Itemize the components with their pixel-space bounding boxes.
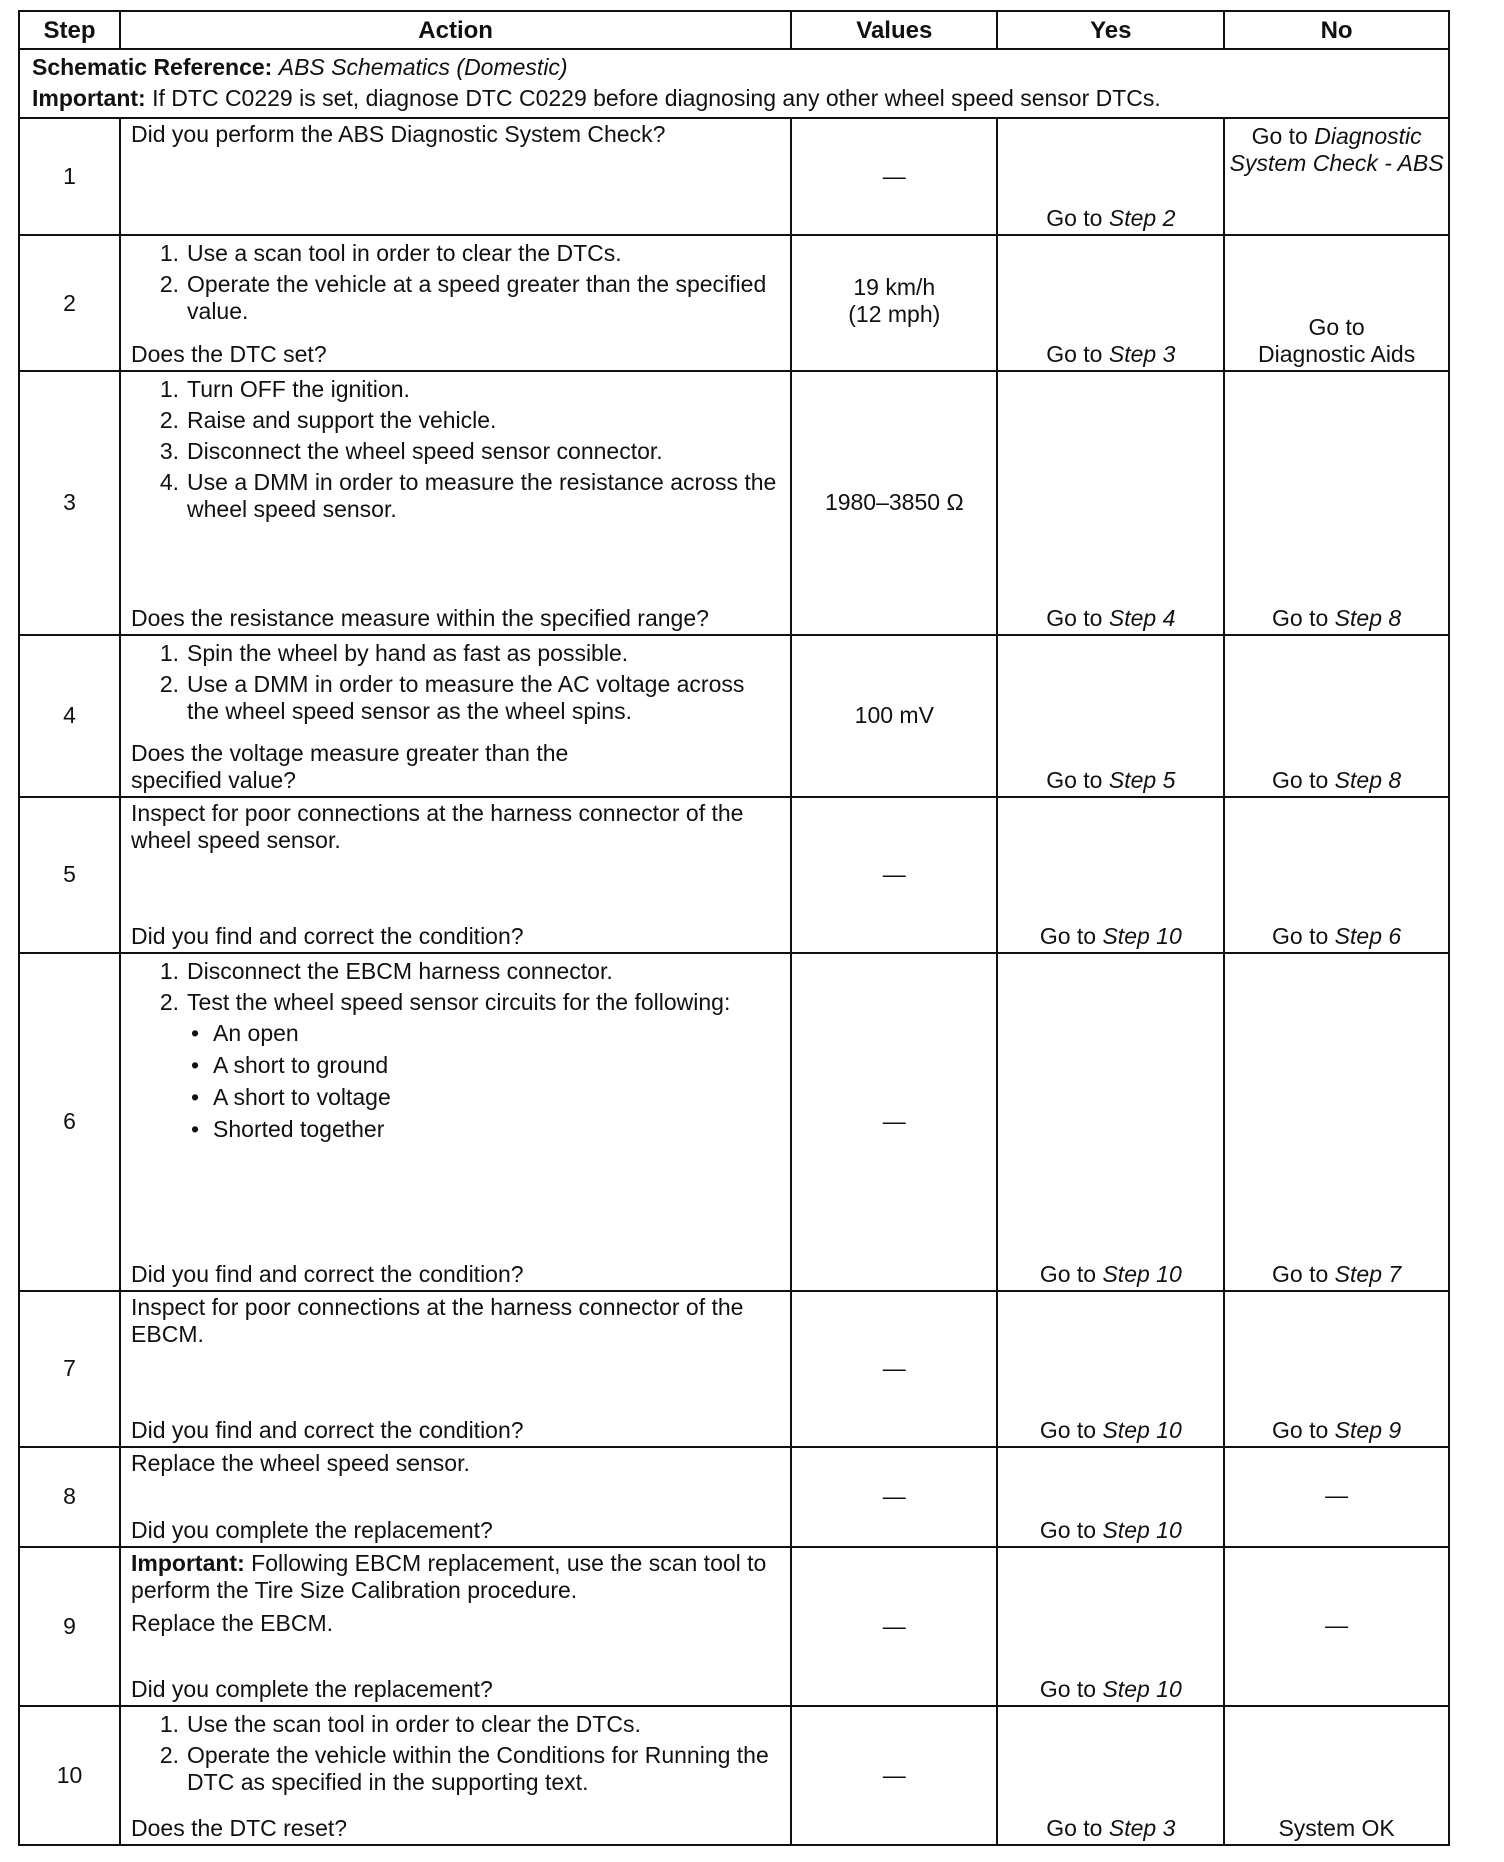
list-item: 1. Spin the wheel by hand as fast as possible. xyxy=(159,639,629,666)
header-action: Action xyxy=(120,11,791,49)
yes-step-link[interactable]: Step 10 xyxy=(1102,922,1182,949)
list-item: 1. Disconnect the EBCM harness connector. xyxy=(159,957,613,984)
table-row xyxy=(19,1547,1449,1706)
header-no: No xyxy=(1224,11,1449,49)
list-item: 1. Use the scan tool in order to clear the DTCs. xyxy=(159,1711,641,1738)
important-label: Important: xyxy=(131,1550,245,1577)
step-number: 9 xyxy=(19,1547,120,1706)
action-question: Did you perform the ABS Diagnostic System Check? xyxy=(131,120,666,147)
action-steps xyxy=(131,958,780,1016)
value-cell: — xyxy=(791,1706,997,1845)
action-question: Does the voltage measure greater than the specified value? xyxy=(131,739,569,793)
value-cell: — xyxy=(791,953,997,1291)
list-item: 2. Use a DMM in order to measure the AC voltage across the wheel speed sensor as the wheel spins. xyxy=(159,670,745,724)
yes-step-link[interactable]: Step 10 xyxy=(1102,1416,1182,1443)
yes-step-link[interactable]: Step 10 xyxy=(1102,1260,1182,1287)
table-row xyxy=(19,1291,1449,1447)
action-text: Inspect for poor connections at the harness connector of the EBCM. xyxy=(131,1293,744,1347)
header-yes: Yes xyxy=(997,11,1224,49)
value-cell: 100 mV xyxy=(791,635,997,797)
action-question: Did you find and correct the condition? xyxy=(131,922,524,949)
value-cell: — xyxy=(791,1447,997,1548)
no-cell: — xyxy=(1224,1447,1449,1548)
yes-step-link[interactable]: Step 2 xyxy=(1108,205,1176,232)
yes-cell[interactable] xyxy=(997,118,1224,236)
action-steps xyxy=(131,640,780,729)
important-label: Important: xyxy=(32,85,146,112)
action-steps xyxy=(131,1711,780,1800)
yes-cell[interactable]: Go to Step 5 xyxy=(997,635,1224,797)
value-cell: 1980–3850 Ω xyxy=(791,371,997,635)
no-cell[interactable]: Go to Step 6 xyxy=(1224,797,1449,953)
list-item: 2. Operate the vehicle within the Conditions for Running the DTC as specified in the supporting text. xyxy=(159,1742,769,1796)
step-number: 4 xyxy=(19,635,120,797)
no-step-link[interactable]: Step 6 xyxy=(1334,922,1402,949)
important-text: Following EBCM replacement, use the scan tool to perform the Tire Size Calibration procedure. xyxy=(131,1550,767,1604)
action-question: Does the DTC reset? xyxy=(131,1815,348,1841)
no-step-link[interactable]: Step 8 xyxy=(1334,766,1402,793)
no-cell[interactable]: Go to Step 8 xyxy=(1224,371,1449,635)
no-step-link[interactable]: Step 9 xyxy=(1334,1416,1402,1443)
step-number: 8 xyxy=(19,1447,120,1548)
yes-cell[interactable]: Go to Step 10 xyxy=(997,1547,1224,1706)
reference-cell xyxy=(19,49,1449,117)
yes-cell[interactable]: Go to Step 10 xyxy=(997,953,1224,1291)
table-row xyxy=(19,1706,1449,1845)
list-item: 2. Test the wheel speed sensor circuits for the following: xyxy=(159,988,731,1015)
schematic-link[interactable]: ABS Schematics (Domestic) xyxy=(278,54,568,81)
action-cell xyxy=(120,953,791,1291)
goto-label: Go to xyxy=(1046,205,1103,232)
yes-cell[interactable]: Go to Step 3 xyxy=(997,235,1224,371)
list-item: 4. Use a DMM in order to measure the resistance across the wheel speed sensor. xyxy=(159,469,777,523)
action-cell xyxy=(120,797,791,953)
value-cell: — xyxy=(791,1291,997,1447)
no-step-link[interactable]: Step 8 xyxy=(1334,604,1402,631)
table-row xyxy=(19,797,1449,953)
yes-step-link[interactable]: Step 10 xyxy=(1102,1676,1182,1703)
list-item: • A short to ground xyxy=(191,1051,389,1078)
list-item: 1. Use a scan tool in order to clear the DTCs. xyxy=(159,240,622,267)
list-item: 1. Turn OFF the ignition. xyxy=(159,376,410,403)
action-cell xyxy=(120,1547,791,1706)
action-cell xyxy=(120,1706,791,1845)
no-cell[interactable]: Go to Step 9 xyxy=(1224,1291,1449,1447)
action-cell xyxy=(120,235,791,371)
step-number: 3 xyxy=(19,371,120,635)
value-cell: — xyxy=(791,797,997,953)
table-row xyxy=(19,371,1449,635)
action-cell xyxy=(120,118,791,236)
yes-cell[interactable]: Go to Step 10 xyxy=(997,1447,1224,1548)
no-step-link[interactable]: Step 7 xyxy=(1334,1260,1402,1287)
table-row xyxy=(19,118,1449,236)
value-cell: 19 km/h (12 mph) xyxy=(791,235,997,371)
yes-step-link[interactable]: Step 10 xyxy=(1102,1517,1182,1544)
header-values: Values xyxy=(791,11,997,49)
yes-step-link[interactable]: Step 4 xyxy=(1108,604,1176,631)
list-item: • A short to voltage xyxy=(191,1083,391,1110)
action-text: Inspect for poor connections at the harness connector of the wheel speed sensor. xyxy=(131,799,744,853)
action-question: Does the DTC set? xyxy=(131,341,327,368)
header-step: Step xyxy=(19,11,120,49)
yes-cell[interactable]: Go to Step 3 xyxy=(997,1706,1224,1845)
goto-label: Go to xyxy=(1251,122,1308,149)
table-row xyxy=(19,235,1449,371)
list-item: • Shorted together xyxy=(191,1115,385,1142)
important-text: If DTC C0229 is set, diagnose DTC C0229 before diagnosing any other wheel speed sensor DTCs. xyxy=(152,85,1161,112)
action-question: Did you find and correct the condition? xyxy=(131,1416,524,1443)
no-link[interactable]: Diagnostic System Check - ABS xyxy=(1229,122,1444,176)
yes-step-link[interactable]: Step 5 xyxy=(1108,766,1176,793)
step-number: 10 xyxy=(19,1706,120,1845)
action-cell xyxy=(120,635,791,797)
list-item: 2. Raise and support the vehicle. xyxy=(159,407,497,434)
step-number: 6 xyxy=(19,953,120,1291)
action-cell xyxy=(120,1291,791,1447)
action-cell xyxy=(120,1447,791,1548)
schematic-label: Schematic Reference: xyxy=(32,54,273,81)
action-question: Does the resistance measure within the specified range? xyxy=(131,604,709,631)
no-cell[interactable] xyxy=(1224,118,1449,236)
action-text: Replace the EBCM. xyxy=(131,1610,334,1637)
list-item: 2. Operate the vehicle at a speed greater than the specified value. xyxy=(159,271,767,325)
action-steps xyxy=(131,240,780,329)
yes-cell[interactable]: Go to Step 10 xyxy=(997,1291,1224,1447)
action-question: Did you find and correct the condition? xyxy=(131,1260,524,1287)
table-row xyxy=(19,953,1449,1291)
action-text: Replace the wheel speed sensor. xyxy=(131,1449,470,1476)
list-item: • An open xyxy=(191,1019,299,1046)
value-cell: — xyxy=(791,1547,997,1706)
diagnostic-table xyxy=(18,10,1450,1846)
yes-step-link[interactable]: Step 3 xyxy=(1108,341,1176,368)
reference-row xyxy=(19,49,1449,117)
yes-cell[interactable]: Go to Step 4 xyxy=(997,371,1224,635)
action-question: Did you complete the replacement? xyxy=(131,1676,493,1703)
table-row xyxy=(19,635,1449,797)
value-cell: — xyxy=(791,118,997,236)
no-cell[interactable]: Go to Step 7 xyxy=(1224,953,1449,1291)
bullet-list xyxy=(187,1020,780,1143)
no-cell: — xyxy=(1224,1547,1449,1706)
table-row xyxy=(19,1447,1449,1548)
no-cell[interactable]: Go to Diagnostic Aids xyxy=(1224,235,1449,371)
action-steps xyxy=(131,376,780,527)
no-cell: System OK xyxy=(1224,1706,1449,1845)
yes-step-link[interactable]: Step 3 xyxy=(1108,1815,1176,1841)
step-number: 7 xyxy=(19,1291,120,1447)
no-cell[interactable]: Go to Step 8 xyxy=(1224,635,1449,797)
step-number: 5 xyxy=(19,797,120,953)
step-number: 2 xyxy=(19,235,120,371)
no-link[interactable]: Diagnostic Aids xyxy=(1257,341,1416,368)
yes-cell[interactable]: Go to Step 10 xyxy=(997,797,1224,953)
step-number: 1 xyxy=(19,118,120,236)
list-item: 3. Disconnect the wheel speed sensor connector. xyxy=(159,438,663,465)
action-question: Did you complete the replacement? xyxy=(131,1517,493,1544)
action-cell xyxy=(120,371,791,635)
header-row xyxy=(19,11,1449,49)
